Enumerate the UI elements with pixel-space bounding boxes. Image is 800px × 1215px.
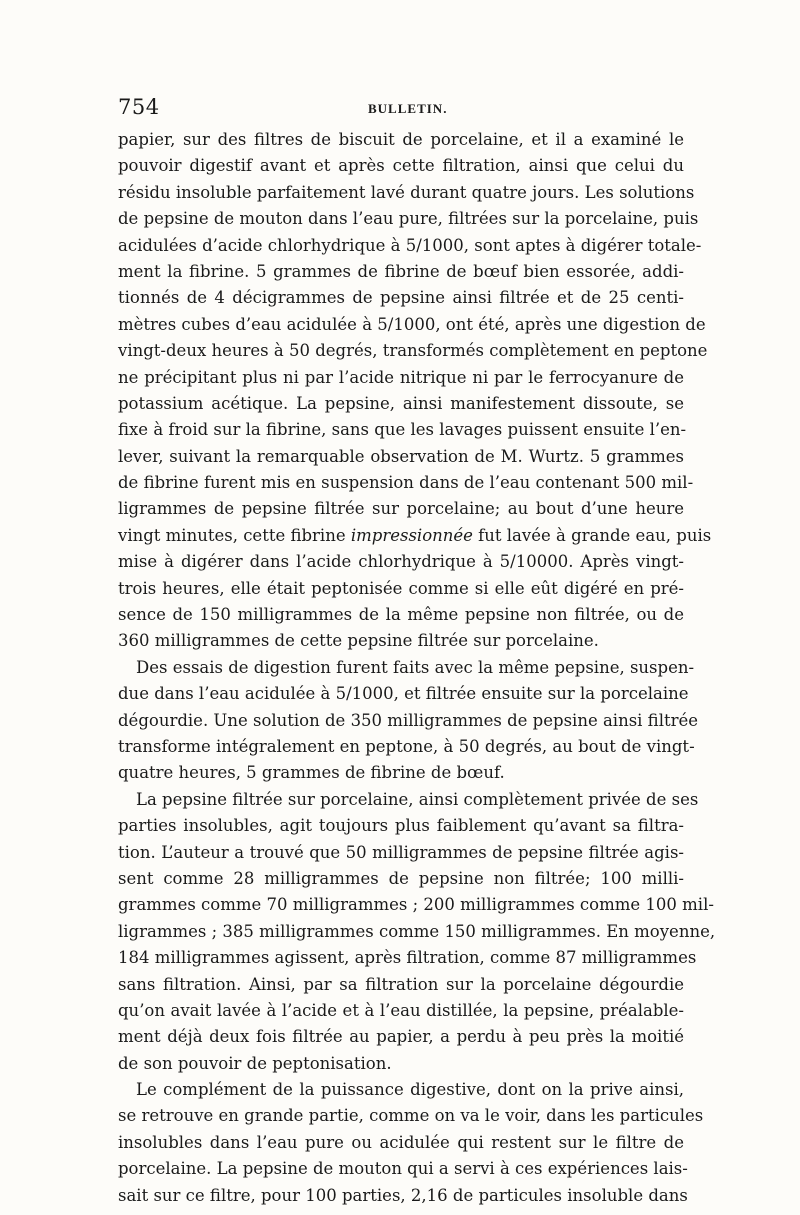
text-line: lever, suivant la remarquable observation de M. Wurtz. 5 grammes: [118, 446, 684, 466]
text-line: ment déjà deux fois filtrée au papier, a perdu à peu près la moitié: [118, 1027, 684, 1047]
text-line: de son pouvoir de peptonisation.: [118, 1053, 392, 1073]
text-line: tionnés de 4 décigrammes de pepsine ainsi filtrée et de 25 centi-: [118, 288, 684, 308]
text-line: quatre heures, 5 grammes de fibrine de bœuf.: [118, 763, 505, 783]
text-line: insolubles dans l’eau pure ou acidulée qui restent sur le filtre de: [118, 1132, 684, 1152]
text-line: transforme intégralement en peptone, à 50 degrés, au bout de vingt-: [118, 736, 695, 756]
text-line: tion. L’auteur a trouvé que 50 milligrammes de pepsine filtrée agis-: [118, 842, 684, 862]
text-line: acidulées d’acide chlorhydrique à 5/1000, sont aptes à digérer totale-: [118, 235, 702, 255]
text-line: vingt-deux heures à 50 degrés, transformés complètement en peptone: [118, 341, 708, 361]
running-head: BULLETIN.: [368, 101, 448, 116]
body-text: [118, 127, 716, 1209]
text-line: fixe à froid sur la fibrine, sans que les lavages puissent ensuite l’en-: [118, 420, 687, 440]
text-line: qu’on avait lavée à l’acide et à l’eau distillée, la pepsine, préalable-: [118, 1000, 684, 1020]
text-line: grammes comme 70 milligrammes ; 200 milligrammes comme 100 mil-: [118, 895, 714, 915]
text-line: vingt minutes, cette fibrine impressionnée fut lavée à grande eau, puis: [118, 525, 712, 545]
text-line: sence de 150 milligrammes de la même pepsine non filtrée, ou de: [118, 605, 684, 625]
text-line: mise à digérer dans l’acide chlorhydrique à 5/10000. Après vingt-: [118, 552, 684, 572]
page-number: 754: [118, 95, 160, 119]
text-line: ne précipitant plus ni par l’acide nitrique ni par le ferrocyanure de: [118, 367, 684, 387]
text-line: se retrouve en grande partie, comme on va le voir, dans les particules: [118, 1106, 704, 1126]
text-line: de pepsine de mouton dans l’eau pure, filtrées sur la porcelaine, puis: [118, 209, 699, 229]
text-line: papier, sur des filtres de biscuit de porcelaine, et il a examiné le: [118, 130, 684, 149]
text-line: ment la fibrine. 5 grammes de fibrine de bœuf bien essorée, addi-: [118, 261, 684, 281]
text-line: 184 milligrammes agissent, après filtration, comme 87 milligrammes: [118, 948, 697, 968]
text-line: La pepsine filtrée sur porcelaine, ainsi complètement privée de ses: [136, 789, 699, 809]
text-line: sans filtration. Ainsi, par sa filtration sur la porcelaine dégourdie: [118, 974, 684, 994]
text-line: ligrammes ; 385 milligrammes comme 150 milligrammes. En moyenne,: [118, 921, 716, 941]
text-line: Des essais de digestion furent faits avec la même pepsine, suspen-: [136, 657, 695, 677]
text-line: sent comme 28 milligrammes de pepsine non filtrée; 100 milli-: [118, 868, 684, 888]
text-line: 360 milligrammes de cette pepsine filtrée sur porcelaine.: [118, 631, 599, 651]
text-line: résidu insoluble parfaitement lavé durant quatre jours. Les solutions: [118, 182, 695, 202]
text-line: mètres cubes d’eau acidulée à 5/1000, ont été, après une digestion de: [118, 314, 706, 334]
text-line: pouvoir digestif avant et après cette filtration, ainsi que celui du: [118, 156, 684, 176]
text-line: Le complément de la puissance digestive, dont on la prive ainsi,: [136, 1080, 684, 1100]
text-line: dégourdie. Une solution de 350 milligrammes de pepsine ainsi filtrée: [118, 710, 699, 730]
text-line: due dans l’eau acidulée à 5/1000, et filtrée ensuite sur la porcelaine: [118, 684, 689, 704]
text-line: trois heures, elle était peptonisée comme si elle eût digéré en pré-: [118, 578, 684, 598]
text-line: potassium acétique. La pepsine, ainsi manifestement dissoute, se: [118, 393, 684, 413]
text-line: sait sur ce filtre, pour 100 parties, 2,16 de particules insoluble dans: [118, 1185, 688, 1205]
text-line: de fibrine furent mis en suspension dans de l’eau contenant 500 mil-: [118, 473, 694, 493]
text-line: porcelaine. La pepsine de mouton qui a servi à ces expériences lais-: [118, 1159, 688, 1179]
text-line: ligrammes de pepsine filtrée sur porcelaine; au bout d’une heure: [118, 499, 684, 519]
text-line: parties insolubles, agit toujours plus faiblement qu’avant sa filtra-: [118, 816, 684, 836]
italic-word: impressionnée: [350, 525, 473, 545]
page-header: [118, 95, 688, 125]
